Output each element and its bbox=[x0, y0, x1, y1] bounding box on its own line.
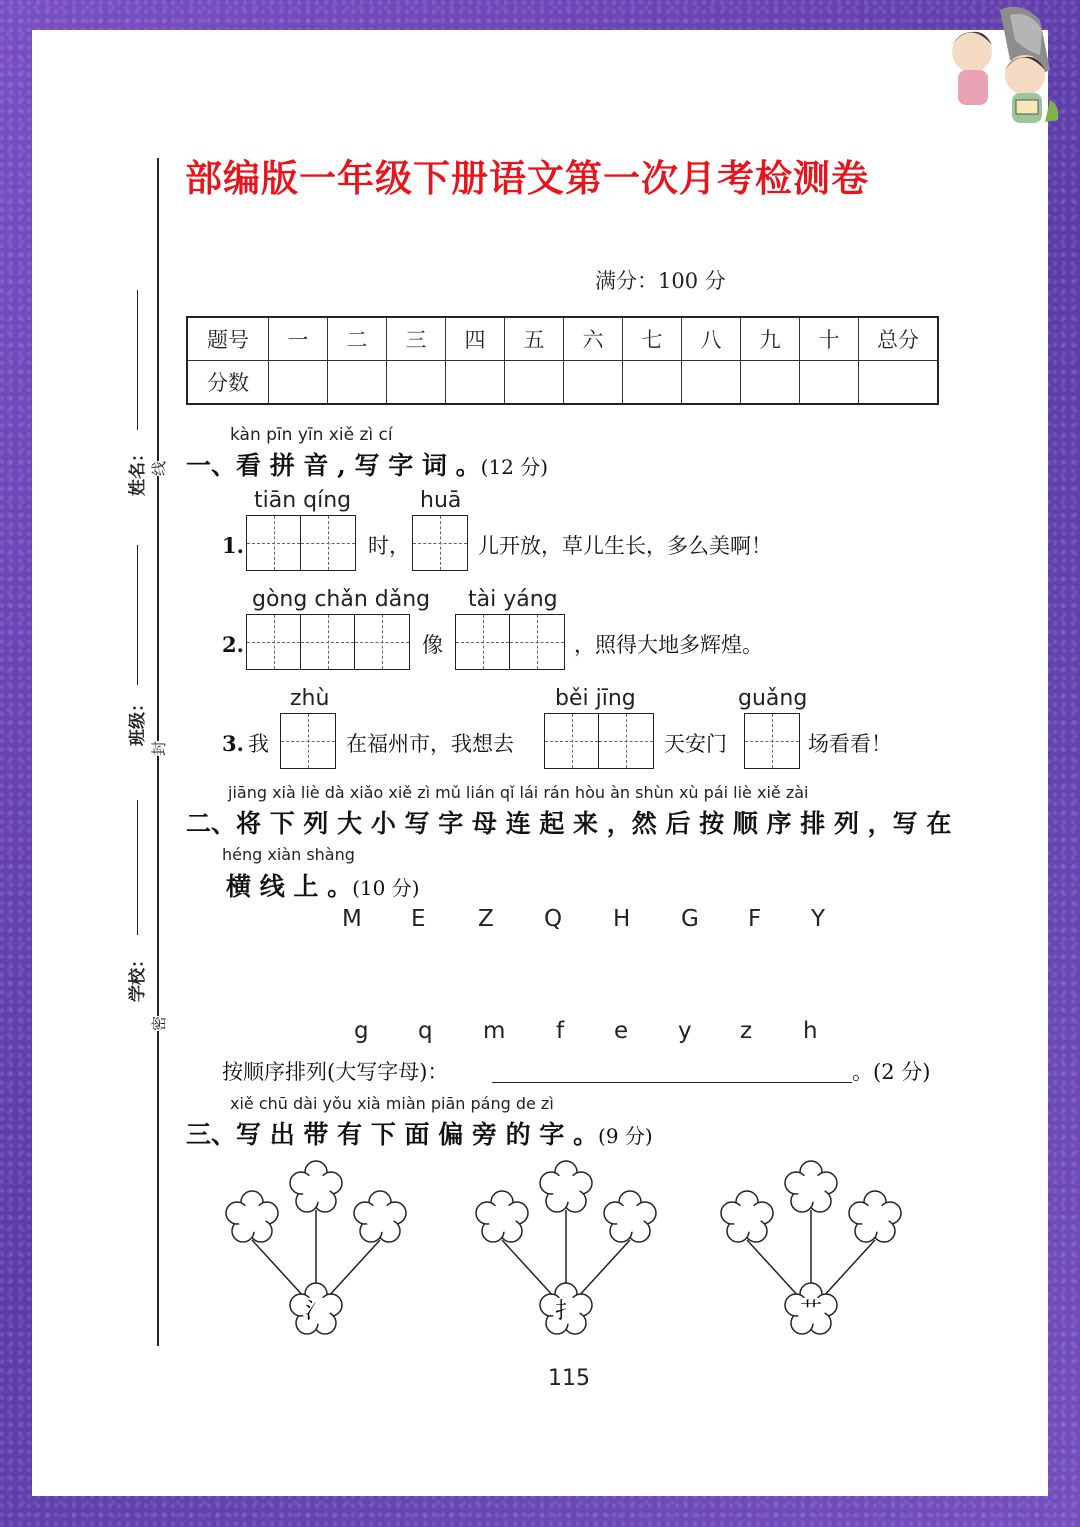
lowercase-letter[interactable]: y bbox=[678, 1018, 692, 1044]
answer-grid-zhu[interactable] bbox=[280, 713, 336, 769]
q2-pinyin-line1: jiāng xià liè dà xiǎo xiě zì mǔ lián qǐ lái rán hòu àn shùn xù pái liè xiě zài bbox=[228, 783, 809, 802]
q1-item2-text-a: 像 bbox=[422, 633, 443, 657]
q2-pinyin-line2: héng xiàn shàng bbox=[222, 845, 355, 864]
table-cell: 总分 bbox=[859, 317, 939, 361]
table-cell: 五 bbox=[505, 317, 564, 361]
q1-item3-pre: 我 bbox=[248, 732, 269, 756]
uppercase-letter[interactable]: H bbox=[613, 906, 631, 932]
page-number: 115 bbox=[548, 1366, 590, 1391]
q2-points: (10 分) bbox=[352, 876, 420, 900]
q2-order-label: 按顺序排列(大写字母)： bbox=[222, 1060, 449, 1084]
q1-item1-number: 1. bbox=[222, 533, 244, 558]
flower-group-2 bbox=[476, 1161, 656, 1334]
radical-flower-diagrams bbox=[200, 1150, 920, 1350]
lowercase-letter[interactable]: e bbox=[614, 1018, 629, 1044]
lowercase-letter[interactable]: f bbox=[556, 1018, 565, 1044]
radical-label: 扌 bbox=[554, 1299, 578, 1324]
radical-label: 艹 bbox=[799, 1299, 823, 1324]
q1-item3-number: 3. bbox=[222, 731, 244, 756]
q1-heading-text: 一、看 拼 音 , 写 字 词 。 bbox=[186, 451, 481, 480]
q1-item1-pinyin-b: huā bbox=[420, 488, 462, 513]
name-label: 姓名： bbox=[128, 445, 148, 496]
blank-flower[interactable] bbox=[476, 1191, 528, 1242]
uppercase-letter[interactable]: Q bbox=[544, 906, 563, 932]
answer-grid-guang[interactable] bbox=[744, 713, 800, 769]
q2-heading-line1: 二、将 下 列 大 小 写 字 母 连 起 来 ，然 后 按 顺 序 排 列 ，写 在 bbox=[186, 809, 952, 838]
q1-item1-text-a: 时， bbox=[368, 534, 410, 558]
uppercase-letter[interactable]: M bbox=[342, 906, 362, 932]
seal-mark-mi: 密 bbox=[150, 1015, 169, 1032]
score-input-cell[interactable] bbox=[446, 361, 505, 405]
q3-heading-text: 三、写 出 带 有 下 面 偏 旁 的 字 。 bbox=[186, 1120, 599, 1149]
blank-flower[interactable] bbox=[849, 1191, 901, 1242]
score-table-score-row bbox=[187, 361, 938, 405]
table-cell: 题号 bbox=[187, 317, 269, 361]
q1-item3-pinyin-a: zhù bbox=[290, 686, 330, 711]
uppercase-letter[interactable]: G bbox=[681, 906, 699, 932]
class-underline bbox=[137, 545, 138, 685]
score-input-cell[interactable] bbox=[505, 361, 564, 405]
uppercase-letter[interactable]: Z bbox=[478, 906, 494, 932]
score-input-cell[interactable] bbox=[800, 361, 859, 405]
score-input-cell[interactable] bbox=[623, 361, 682, 405]
school-label: 学校： bbox=[128, 951, 148, 1002]
q2-order-end: 。(2 分) bbox=[852, 1060, 931, 1084]
score-input-cell[interactable] bbox=[328, 361, 387, 405]
lowercase-letter[interactable]: h bbox=[803, 1018, 818, 1044]
table-cell: 八 bbox=[682, 317, 741, 361]
flower-group-3 bbox=[721, 1161, 901, 1334]
answer-grid-hua[interactable] bbox=[412, 515, 468, 571]
score-input-cell[interactable] bbox=[682, 361, 741, 405]
class-label: 班级： bbox=[128, 695, 148, 746]
full-score: 满分：100 分 bbox=[595, 269, 726, 293]
q2-answer-line[interactable] bbox=[492, 1082, 852, 1083]
lowercase-letter[interactable]: q bbox=[418, 1018, 433, 1044]
table-cell: 二 bbox=[328, 317, 387, 361]
blank-flower[interactable] bbox=[604, 1191, 656, 1242]
score-input-cell[interactable] bbox=[741, 361, 800, 405]
q1-item3-pinyin-c: guǎng bbox=[738, 686, 808, 711]
school-underline bbox=[137, 800, 138, 935]
blank-flower[interactable] bbox=[540, 1161, 592, 1212]
score-input-cell[interactable] bbox=[387, 361, 446, 405]
score-input-cell[interactable] bbox=[859, 361, 939, 405]
q1-item2-pinyin-a: gòng chǎn dǎng bbox=[252, 587, 431, 612]
q1-item2-pinyin-b: tài yáng bbox=[468, 587, 558, 612]
lowercase-letter[interactable]: z bbox=[740, 1018, 753, 1044]
q1-heading bbox=[186, 446, 548, 482]
table-cell: 九 bbox=[741, 317, 800, 361]
uppercase-letter[interactable]: Y bbox=[811, 906, 826, 932]
answer-grid-taiyang[interactable] bbox=[455, 614, 565, 670]
table-cell: 一 bbox=[269, 317, 328, 361]
lowercase-letter[interactable]: g bbox=[354, 1018, 369, 1044]
uppercase-letter[interactable]: E bbox=[411, 906, 426, 932]
table-cell: 三 bbox=[387, 317, 446, 361]
answer-grid-gongchandang[interactable] bbox=[246, 614, 410, 670]
q3-points: (9 分) bbox=[598, 1124, 653, 1148]
blank-flower[interactable] bbox=[785, 1161, 837, 1212]
flower-group-1 bbox=[226, 1161, 406, 1334]
radical-label: 氵 bbox=[304, 1299, 328, 1324]
blank-flower[interactable] bbox=[290, 1161, 342, 1212]
uppercase-letter[interactable]: F bbox=[748, 906, 762, 932]
table-cell: 四 bbox=[446, 317, 505, 361]
q2-heading-line2 bbox=[226, 867, 420, 903]
q1-item2-number: 2. bbox=[222, 632, 244, 657]
exam-title: 部编版一年级下册语文第一次月考检测卷 bbox=[185, 157, 869, 200]
q1-points: (12 分) bbox=[480, 455, 549, 479]
lowercase-letter[interactable]: m bbox=[483, 1018, 506, 1044]
q1-item3-pinyin-b: běi jīng bbox=[555, 686, 636, 711]
table-cell: 六 bbox=[564, 317, 623, 361]
children-reading-illustration bbox=[940, 0, 1065, 130]
score-input-cell[interactable] bbox=[564, 361, 623, 405]
blank-flower[interactable] bbox=[721, 1191, 773, 1242]
seal-mark-feng: 封 bbox=[150, 740, 169, 757]
table-cell: 十 bbox=[800, 317, 859, 361]
q3-pinyin: xiě chū dài yǒu xià miàn piān páng de zì bbox=[230, 1094, 554, 1113]
q1-item1-text-b: 儿开放，草儿生长，多么美啊！ bbox=[478, 534, 772, 558]
score-table-header-row bbox=[187, 317, 938, 361]
q1-item3-text-a: 在福州市，我想去 bbox=[346, 732, 514, 756]
q2-heading-text: 横 线 上 。 bbox=[226, 872, 353, 901]
q1-pinyin: kàn pīn yīn xiě zì cí bbox=[230, 425, 393, 445]
answer-grid-tianqing[interactable] bbox=[246, 515, 356, 571]
name-underline bbox=[137, 290, 138, 430]
table-cell: 分数 bbox=[187, 361, 269, 405]
score-table bbox=[186, 316, 939, 405]
table-cell: 七 bbox=[623, 317, 682, 361]
seal-mark-xian: 线 bbox=[150, 460, 169, 477]
blank-flower[interactable] bbox=[354, 1191, 406, 1242]
q1-item3-text-c: 场看看！ bbox=[808, 732, 892, 756]
q1-item3-text-b: 天安门 bbox=[664, 732, 727, 756]
blank-flower[interactable] bbox=[226, 1191, 278, 1242]
score-input-cell[interactable] bbox=[269, 361, 328, 405]
q1-item2-text-b: ，照得大地多辉煌。 bbox=[574, 633, 763, 657]
answer-grid-beijing[interactable] bbox=[544, 713, 654, 769]
q1-item1-pinyin-a: tiān qíng bbox=[254, 488, 352, 513]
q3-heading bbox=[186, 1115, 653, 1151]
